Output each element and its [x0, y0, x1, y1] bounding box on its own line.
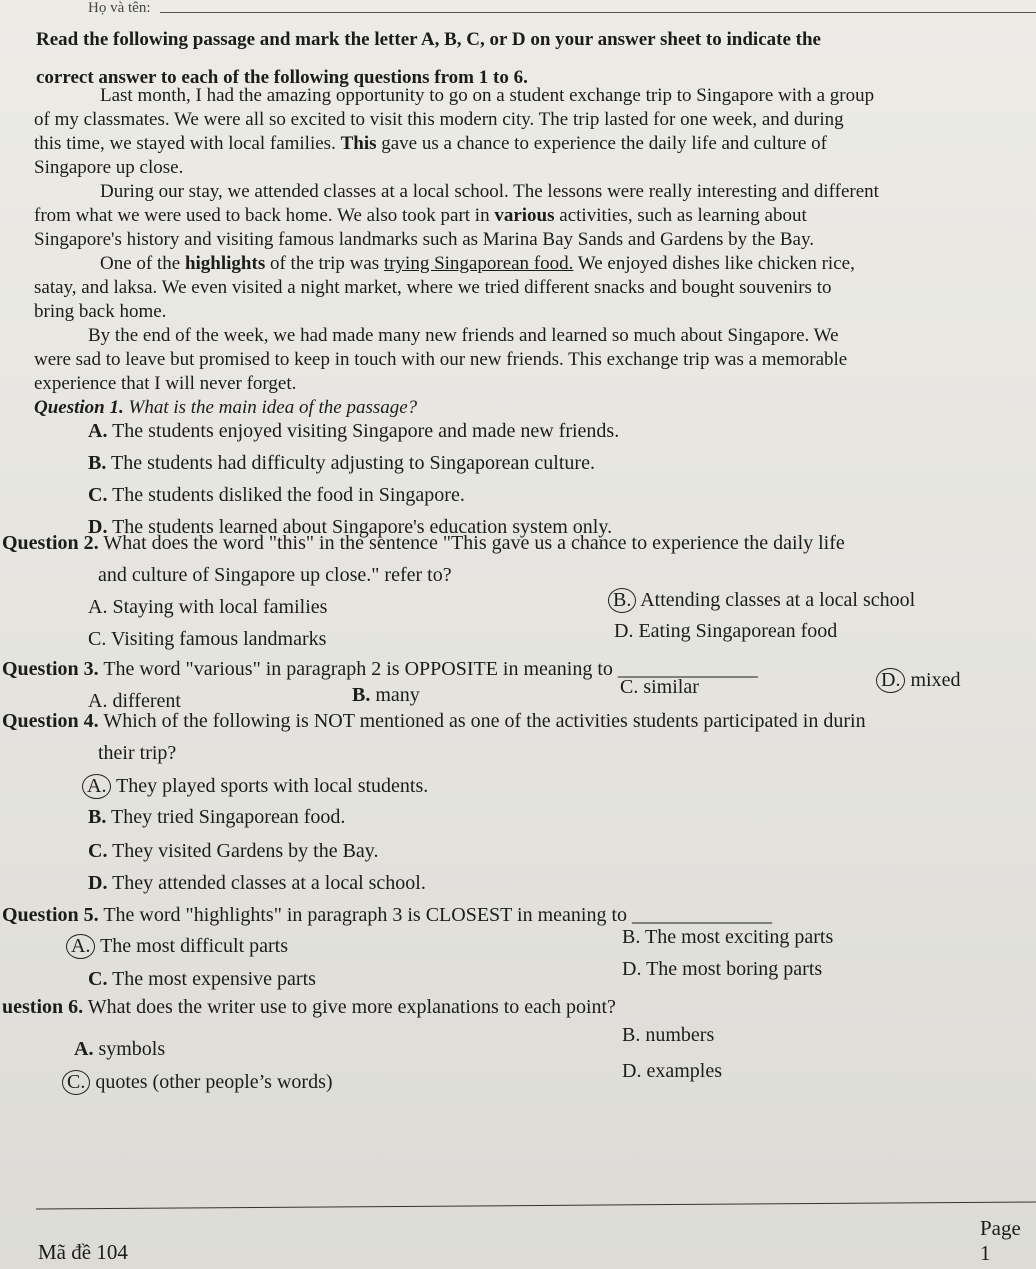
question-2-option-a[interactable]: A. Staying with local families: [88, 596, 328, 618]
passage-line: bring back home.: [34, 301, 167, 322]
question-4-option-b[interactable]: B. They tried Singaporean food.: [88, 806, 346, 828]
question-2-option-d[interactable]: D. Eating Singaporean food: [614, 620, 838, 642]
question-3-option-c[interactable]: C. similar: [620, 676, 699, 698]
footer-divider: [36, 1202, 1036, 1210]
name-underline: [160, 12, 1036, 13]
question-6-option-c[interactable]: C. quotes (other people’s words): [68, 1070, 333, 1095]
passage-line: During our stay, we attended classes at a local school. The lessons were really interesting and different: [100, 181, 879, 202]
question-1-stem: Question 1. What is the main idea of the passage?: [34, 397, 418, 418]
question-6-option-a[interactable]: A. symbols: [74, 1038, 166, 1060]
question-3-option-a[interactable]: A. different: [88, 690, 181, 712]
question-1-option-c[interactable]: C. The students disliked the food in Singapore.: [88, 484, 465, 506]
passage-line: were sad to leave but promised to keep in touch with our new friends. This exchange trip was a memorable: [34, 349, 848, 370]
question-1-option-a[interactable]: A. The students enjoyed visiting Singapore and made new friends.: [88, 420, 620, 442]
question-2-option-b[interactable]: B. Attending classes at a local school: [614, 588, 915, 613]
page-number: Page 1: [980, 1216, 1021, 1265]
question-5-option-b[interactable]: B. The most exciting parts: [622, 926, 834, 948]
passage-line: Singapore's history and visiting famous landmarks such as Marina Bay Sands and Gardens by the Bay.: [34, 229, 815, 250]
passage-line: Last month, I had the amazing opportunity to go on a student exchange trip to Singapore with a group: [100, 85, 875, 106]
question-3-stem: Question 3. The word "various" in paragraph 2 is OPPOSITE in meaning to ______________: [2, 658, 758, 680]
question-5-stem: Question 5. The word "highlights" in paragraph 3 is CLOSEST in meaning to ______________: [2, 904, 773, 926]
passage-line: Singapore up close.: [34, 157, 184, 178]
question-4-option-c[interactable]: C. They visited Gardens by the Bay.: [88, 840, 379, 862]
question-3-option-d[interactable]: D. mixed: [882, 668, 960, 693]
question-4-option-d[interactable]: D. They attended classes at a local school.: [88, 872, 426, 894]
question-4-stem-cont: their trip?: [98, 742, 177, 764]
question-2-stem-cont: and culture of Singapore up close." refer to?: [98, 564, 452, 586]
question-1-option-b[interactable]: B. The students had difficulty adjusting to Singaporean culture.: [88, 452, 595, 474]
exam-code: Mã đề 104: [38, 1240, 128, 1264]
passage-line: One of the highlights of the trip was trying Singaporean food. We enjoyed dishes like chicken rice,: [100, 253, 855, 274]
passage-line: By the end of the week, we had made many new friends and learned so much about Singapore. We: [88, 325, 839, 346]
passage-line: from what we were used to back home. We also took part in various activities, such as learning about: [34, 205, 807, 226]
passage-line: this time, we stayed with local families. This gave us a chance to experience the daily life and culture of: [34, 133, 828, 154]
question-4-stem: Question 4. Which of the following is NOT mentioned as one of the activities students participated in durin: [2, 710, 866, 732]
question-6-option-b[interactable]: B. numbers: [622, 1024, 715, 1046]
instruction-line-1: Read the following passage and mark the letter A, B, C, or D on your answer sheet to indicate the: [36, 29, 821, 50]
passage-line: of my classmates. We were all so excited to visit this modern city. The trip lasted for one week, and during: [34, 109, 844, 130]
question-2-stem: Question 2. What does the word "this" in the sentence "This gave us a chance to experience the daily life: [2, 532, 845, 554]
student-name-label: Họ và tên:: [88, 0, 151, 16]
instruction-line-2: correct answer to each of the following questions from 1 to 6.: [36, 67, 528, 88]
question-1-option-d[interactable]: D. The students learned about Singapore's education system only.: [88, 516, 613, 538]
question-5-option-a[interactable]: A. The most difficult parts: [72, 934, 288, 959]
question-5-option-c[interactable]: C. The most expensive parts: [88, 968, 316, 990]
question-3-option-b[interactable]: B. many: [352, 684, 420, 706]
passage-line: experience that I will never forget.: [34, 373, 297, 394]
question-6-stem: uestion 6. What does the writer use to give more explanations to each point?: [2, 996, 616, 1018]
question-4-option-a[interactable]: A. They played sports with local students.: [88, 774, 428, 799]
question-6-option-d[interactable]: D. examples: [622, 1060, 722, 1082]
question-2-option-c[interactable]: C. Visiting famous landmarks: [88, 628, 327, 650]
question-5-option-d[interactable]: D. The most boring parts: [622, 958, 823, 980]
passage-line: satay, and laksa. We even visited a night market, where we tried different snacks and bought souvenirs to: [34, 277, 832, 298]
